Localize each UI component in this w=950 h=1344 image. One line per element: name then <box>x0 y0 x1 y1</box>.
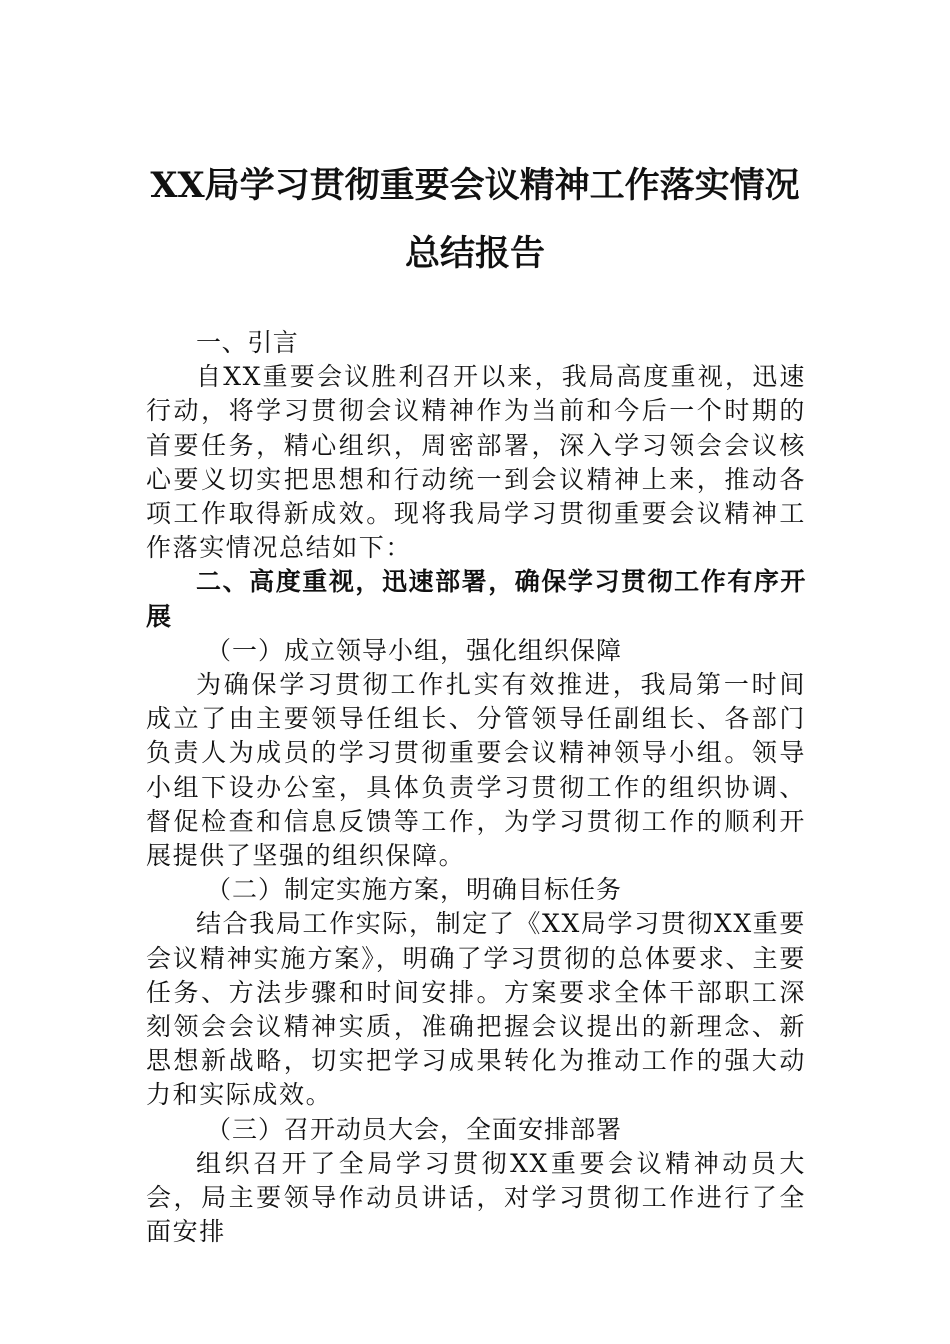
subsection-heading-1: （一）成立领导小组，强化组织保障 <box>206 635 623 665</box>
section-heading-2: 二、高度重视，迅速部署，确保学习贯彻工作有序开展 <box>146 567 806 631</box>
subsection-heading-3: （三）召开动员大会，全面安排部署 <box>206 1114 623 1144</box>
document-title-line-2: 总结报告 <box>404 233 545 274</box>
paragraph-intro: 自XX重要会议胜利召开以来，我局高度重视，迅速行动，将学习贯彻会议精神作为当前和今后一个时期的首要任务，精心组织，周密部署，深入学习领会会议核心要义切实把思想和行动统一到会议精神上来，推动各项工作取得新成效。现将我局学习贯彻重要会议精神工作落实情况总结如下： <box>146 362 806 563</box>
subsection-heading-2: （二）制定实施方案，明确目标任务 <box>206 875 623 905</box>
paragraph-implementation-plan: 结合我局工作实际，制定了《XX局学习贯彻XX重要会议精神实施方案》，明确了学习贯彻的总体要求、主要任务、方法步骤和时间安排。方案要求全体干部职工深刻领会会议精神实质，准确把握会议提出的新理念、新思想新战略，切实把学习成果转化为推动工作的强大动力和实际成效。 <box>146 909 806 1110</box>
section-heading-intro: 一、引言 <box>196 328 299 357</box>
paragraph-leading-group: 为确保学习贯彻工作扎实有效推进，我局第一时间成立了由主要领导任组长、分管领导任副组长、各部门负责人为成员的学习贯彻重要会议精神领导小组。领导小组下设办公室，具体负责学习贯彻工作的组织协调、督促检查和信息反馈等工作，为学习贯彻工作的顺利开展提供了坚强的组织保障。 <box>146 670 806 871</box>
document-title-line-1: XX局学习贯彻重要会议精神工作落实情况 <box>150 165 800 206</box>
paragraph-mobilization-meeting: 组织召开了全局学习贯彻XX重要会议精神动员大会，局主要领导作动员讲话，对学习贯彻工作进行了全面安排 <box>146 1148 806 1247</box>
document-body <box>146 326 806 1249</box>
